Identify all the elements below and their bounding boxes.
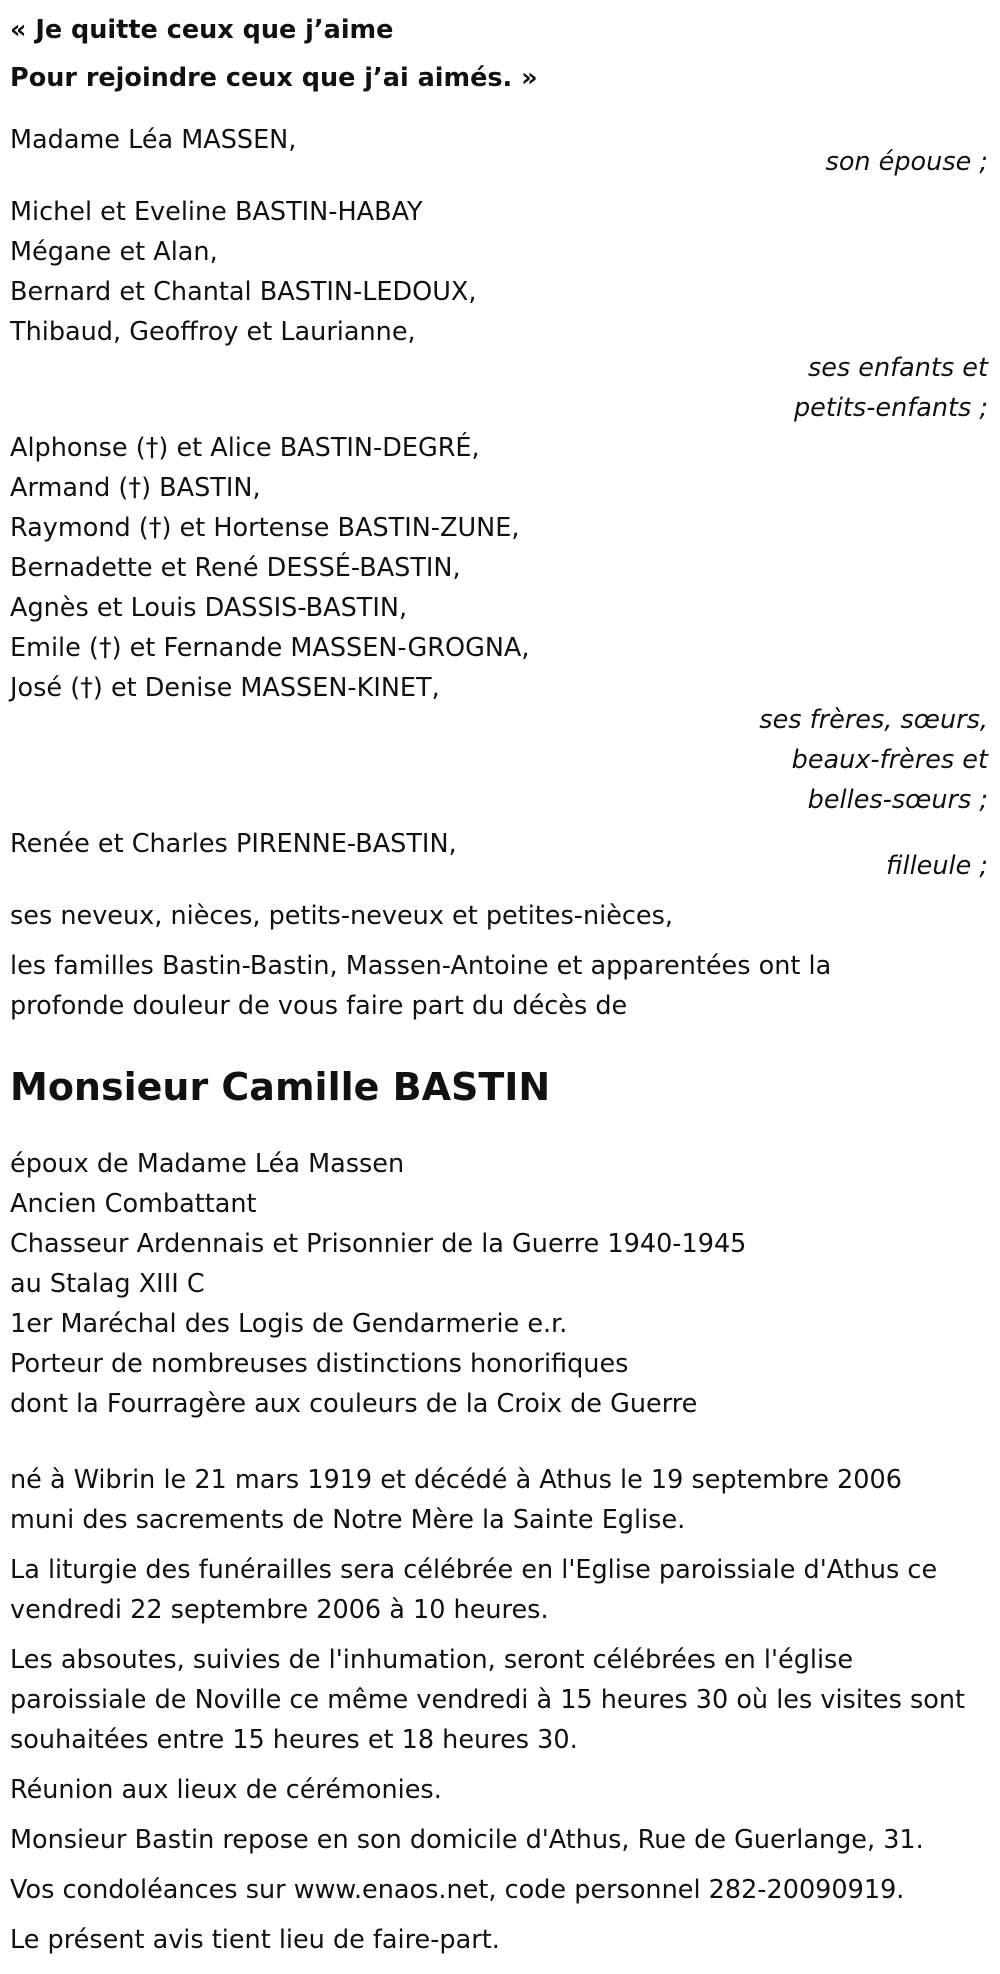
title-line: Ancien Combattant — [10, 1189, 257, 1219]
quote-line-2: Pour rejoindre ceux que j’ai aimés. » — [10, 63, 538, 93]
goddaughter-name: Renée et Charles PIRENNE-BASTIN, — [10, 829, 457, 859]
reunion-line: Réunion aux lieux de cérémonies. — [10, 1775, 442, 1805]
children-name-line: Bernard et Chantal BASTIN-LEDOUX, — [10, 277, 477, 307]
families-line-1: les familles Bastin-Bastin, Massen-Antoine et apparentées ont la — [10, 951, 832, 981]
condolences-line: Vos condoléances sur www.enaos.net, code personnel 282-20090919. — [10, 1875, 905, 1905]
birth-death-paragraph — [10, 1460, 1000, 1540]
sibling-name-line: Bernadette et René DESSÉ-BASTIN, — [10, 553, 461, 583]
absolutions-line-2: paroissiale de Noville ce même vendredi à 15 heures 30 où les visites sont — [10, 1685, 966, 1715]
sibling-name-line: Alphonse (†) et Alice BASTIN-DEGRÉ, — [10, 433, 480, 463]
quote-line-1: « Je quitte ceux que j’aime — [10, 15, 394, 45]
children-section — [10, 192, 1000, 428]
title-line: au Stalag XIII C — [10, 1269, 205, 1299]
children-role-line: petits-enfants ; — [793, 393, 988, 423]
epigraph-quote — [10, 6, 1000, 102]
liturgy-line-1: La liturgie des funérailles sera célébrée en l'Eglise paroissiale d'Athus ce — [10, 1555, 938, 1585]
title-line: époux de Madame Léa Massen — [10, 1149, 405, 1179]
children-name-line: Thibaud, Geoffroy et Laurianne, — [10, 317, 416, 347]
notice-line: Le présent avis tient lieu de faire-part. — [10, 1925, 500, 1955]
goddaughter-role: filleule ; — [886, 851, 988, 881]
siblings-role-line: ses frères, sœurs, — [759, 705, 988, 735]
families-line-2: profonde douleur de vous faire part du décès de — [10, 991, 628, 1021]
liturgy-line-2: vendredi 22 septembre 2006 à 10 heures. — [10, 1595, 549, 1625]
absolutions-line-1: Les absoutes, suivies de l'inhumation, seront célébrées en l'église — [10, 1645, 854, 1675]
deceased-name: Monsieur Camille BASTIN — [10, 1065, 551, 1109]
sibling-name-line: Emile (†) et Fernande MASSEN-GROGNA, — [10, 633, 530, 663]
sibling-name-line: Armand (†) BASTIN, — [10, 473, 261, 503]
children-name-line: Michel et Eveline BASTIN-HABAY — [10, 197, 423, 227]
sibling-name-line: Agnès et Louis DASSIS-BASTIN, — [10, 593, 408, 623]
siblings-role-line: beaux-frères et — [791, 745, 988, 775]
wife-name: Madame Léa MASSEN, — [10, 125, 297, 155]
families-announcement — [10, 946, 1000, 1026]
title-line: Chasseur Ardennais et Prisonnier de la Guerre 1940-1945 — [10, 1229, 747, 1259]
goddaughter-section — [10, 824, 1000, 886]
siblings-role-line: belles-sœurs ; — [807, 785, 988, 815]
title-line: 1er Maréchal des Logis de Gendarmerie e.r. — [10, 1309, 568, 1339]
wife-role: son épouse ; — [825, 147, 988, 177]
children-role-line: ses enfants et — [807, 353, 988, 383]
absolutions-paragraph — [10, 1640, 1000, 1760]
deceased-titles — [10, 1144, 1000, 1424]
rest-line: Monsieur Bastin repose en son domicile d'Athus, Rue de Guerlange, 31. — [10, 1825, 924, 1855]
birth-death-line-1: né à Wibrin le 21 mars 1919 et décédé à Athus le 19 septembre 2006 — [10, 1465, 902, 1495]
title-line: Porteur de nombreuses distinctions honorifiques — [10, 1349, 629, 1379]
nephews-line: ses neveux, nièces, petits-neveux et petites-nièces, — [10, 901, 673, 931]
wife-section — [10, 120, 1000, 182]
liturgy-paragraph — [10, 1550, 1000, 1630]
children-name-line: Mégane et Alan, — [10, 237, 218, 267]
sibling-name-line: Raymond (†) et Hortense BASTIN-ZUNE, — [10, 513, 520, 543]
birth-death-line-2: muni des sacrements de Notre Mère la Sainte Eglise. — [10, 1505, 686, 1535]
absolutions-line-3: souhaitées entre 15 heures et 18 heures 30. — [10, 1725, 578, 1755]
title-line: dont la Fourragère aux couleurs de la Croix de Guerre — [10, 1389, 698, 1419]
siblings-section — [10, 428, 1000, 820]
sibling-name-line: José (†) et Denise MASSEN-KINET, — [10, 673, 440, 703]
